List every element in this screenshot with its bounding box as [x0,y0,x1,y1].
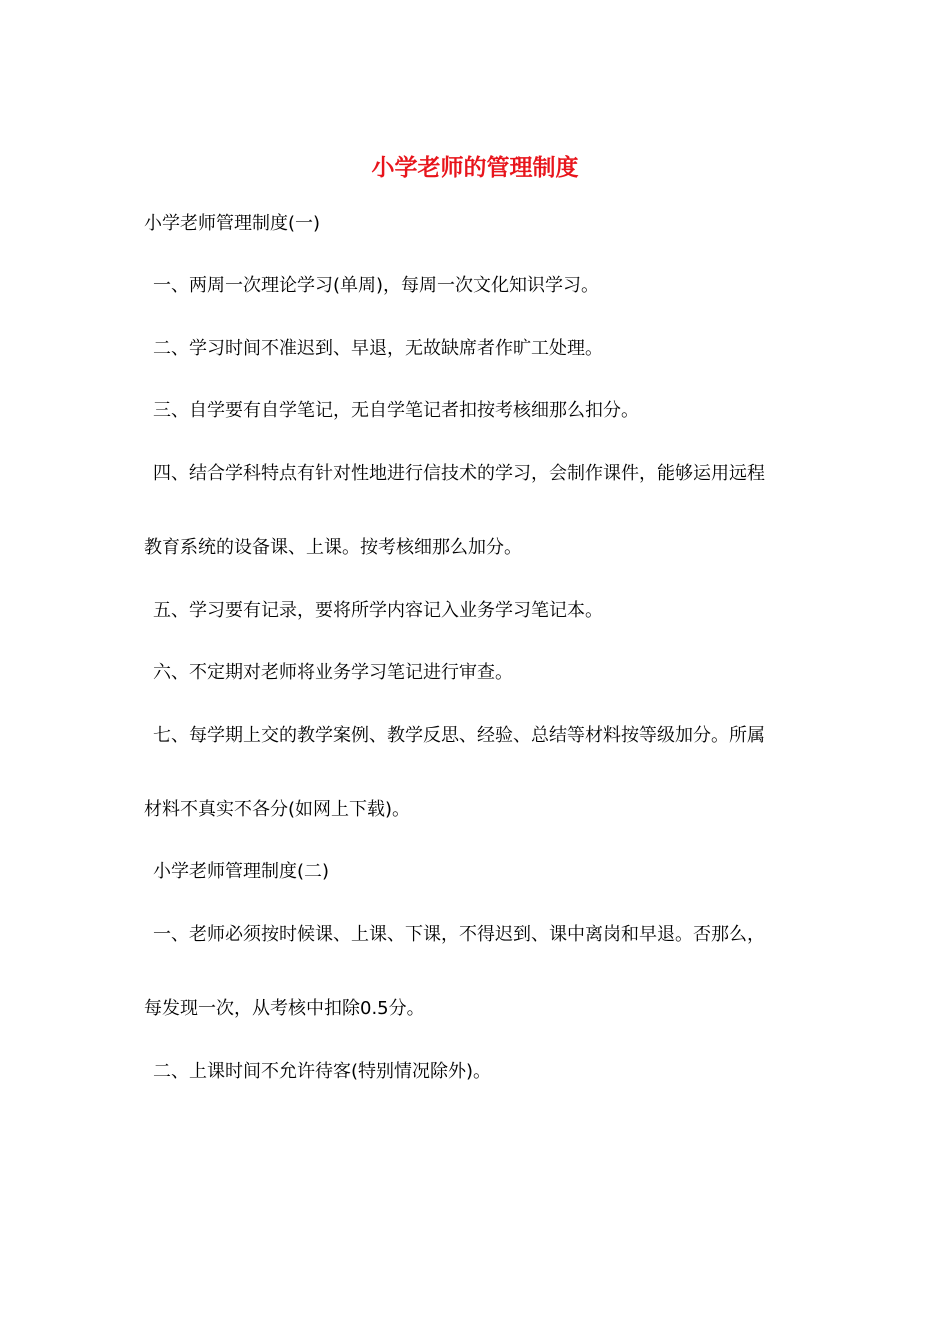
rule-item: 五、学习要有记录，要将所学内容记入业务学习笔记本。 [153,600,603,621]
rule-item: 二、上课时间不允许待客(特别情况除外)。 [153,1061,492,1082]
rule-item: 七、每学期上交的教学案例、教学反思、经验、总结等材料按等级加分。所属 [153,725,765,746]
section-heading-2: 小学老师管理制度(二) [153,861,330,882]
rule-item: 四、结合学科特点有针对性地进行信技术的学习，会制作课件，能够运用远程 [153,463,765,484]
document-title: 小学老师的管理制度 [371,155,579,181]
rule-item-continuation: 教育系统的设备课、上课。按考核细那么加分。 [144,537,522,558]
rule-item: 六、不定期对老师将业务学习笔记进行审查。 [153,662,513,683]
rule-item: 二、学习时间不准迟到、早退，无故缺席者作旷工处理。 [153,338,603,359]
rule-item: 一、老师必须按时候课、上课、下课，不得迟到、课中离岗和早退。否那么， [153,924,765,945]
rule-item-continuation: 材料不真实不各分(如网上下载)。 [144,799,411,820]
rule-item-continuation: 每发现一次，从考核中扣除0.5分。 [144,998,425,1019]
rule-item: 三、自学要有自学笔记，无自学笔记者扣按考核细那么扣分。 [153,400,639,421]
section-heading-1: 小学老师管理制度(一) [144,213,321,234]
rule-item: 一、两周一次理论学习(单周)，每周一次文化知识学习。 [153,275,600,296]
